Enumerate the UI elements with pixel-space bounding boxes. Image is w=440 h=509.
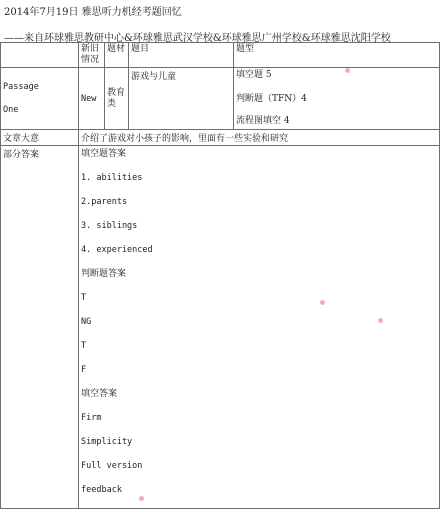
answer-line: T bbox=[81, 293, 87, 303]
answer-heading-fill-2: 填空答案 bbox=[81, 389, 118, 399]
passage-label-cell bbox=[1, 68, 79, 130]
question-type-flowchart: 流程图填空 4 bbox=[236, 116, 290, 126]
answer-line: feedback bbox=[81, 485, 122, 495]
answer-line: F bbox=[81, 365, 87, 375]
empty-header-cell bbox=[1, 43, 79, 68]
answers-label: 部分答案 bbox=[1, 146, 79, 509]
answer-line: 2.parents bbox=[81, 197, 128, 207]
answer-line: Full version bbox=[81, 461, 143, 471]
passage-number: One bbox=[3, 105, 19, 115]
answers-cell bbox=[79, 146, 440, 509]
answer-line: T bbox=[81, 341, 87, 351]
annotation-dot bbox=[320, 300, 325, 305]
annotation-dot bbox=[345, 68, 350, 73]
answer-line: NG bbox=[81, 317, 92, 327]
answer-line: 1. abilities bbox=[81, 173, 143, 183]
answer-heading-fill: 填空题答案 bbox=[81, 149, 127, 159]
document-source: ——来自环球雅思教研中心&环球雅思武汉学校&环球雅思广州学校&环球雅思沈阳学校 bbox=[4, 33, 391, 44]
summary-text: 介绍了游戏对小孩子的影响，里面有一些实验和研究 bbox=[79, 130, 440, 146]
annotation-dot bbox=[378, 318, 383, 323]
answer-heading-tf: 判断题答案 bbox=[81, 269, 127, 279]
passage-topic: 游戏与儿童 bbox=[129, 68, 234, 130]
passage-row bbox=[1, 68, 440, 130]
document-title: 2014年7月19日 雅思听力机经考题回忆 bbox=[4, 7, 182, 18]
passage-label: Passage bbox=[3, 82, 39, 92]
question-type-fill: 填空题 5 bbox=[236, 70, 272, 80]
answer-line: 4. experienced bbox=[81, 245, 153, 255]
col-header-topic: 题目 bbox=[129, 43, 234, 68]
col-header-new-old: 新旧情况 bbox=[79, 43, 105, 68]
answers-row bbox=[1, 146, 440, 509]
table-header-row bbox=[1, 43, 440, 68]
summary-row bbox=[1, 130, 440, 146]
col-header-type: 题型 bbox=[234, 43, 440, 68]
answer-line: 3. siblings bbox=[81, 221, 138, 231]
answer-line: Simplicity bbox=[81, 437, 133, 447]
answer-line: Firm bbox=[81, 413, 102, 423]
question-type-tfn: 判断题（TFN）4 bbox=[236, 94, 307, 104]
passage-subject: 教育类 bbox=[105, 68, 129, 130]
exam-table bbox=[0, 42, 440, 509]
passage-status: New bbox=[79, 68, 105, 130]
passage-types-cell bbox=[234, 68, 440, 130]
annotation-dot bbox=[139, 496, 144, 501]
summary-label: 文章大意 bbox=[1, 130, 79, 146]
col-header-subject: 题材 bbox=[105, 43, 129, 68]
